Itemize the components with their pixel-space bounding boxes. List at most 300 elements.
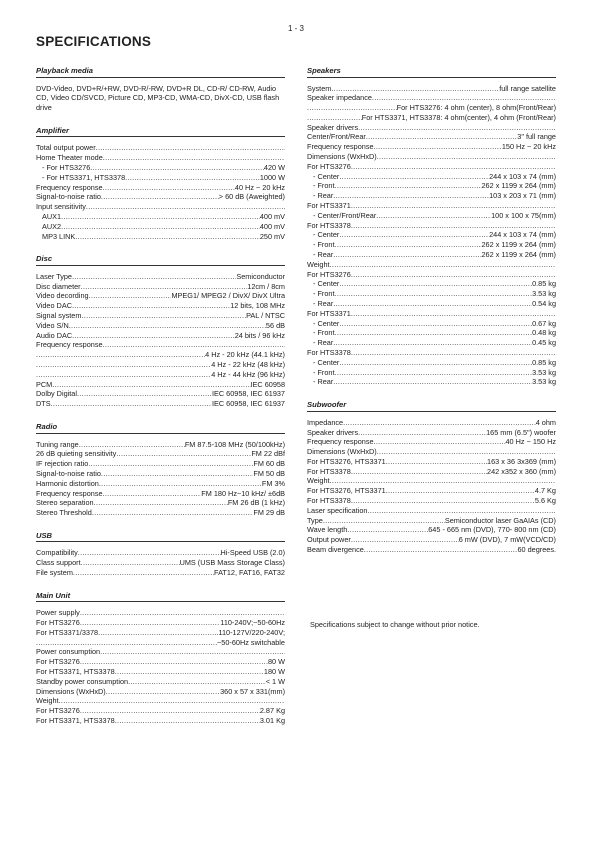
- spec-value: 0.54 kg: [532, 299, 556, 309]
- dot-leader: [116, 449, 251, 459]
- spec-value: PAL / NTSC: [246, 311, 285, 321]
- spec-row: [36, 706, 285, 716]
- section-usb: [36, 531, 285, 578]
- spec-row: [307, 162, 556, 172]
- spec-row: [307, 309, 556, 319]
- spec-label: Video S/N: [36, 320, 69, 330]
- dot-leader: [358, 123, 556, 133]
- dot-leader: [343, 418, 536, 428]
- spec-label: 26 dB quieting sensitivity: [36, 449, 117, 459]
- spec-label: Weight: [307, 259, 330, 269]
- spec-label: Video decording: [36, 291, 89, 301]
- spec-label: Output power: [307, 535, 351, 545]
- spec-row: [36, 163, 285, 173]
- dot-leader: [339, 319, 532, 329]
- spec-value: 12cm / 8cm: [247, 281, 285, 291]
- spec-label: PCM: [36, 379, 53, 389]
- dot-leader: [347, 525, 428, 535]
- spec-label: For HTS3276: [307, 269, 351, 279]
- spec-value: FM 26 dB (1 kHz): [227, 498, 285, 508]
- spec-row: [36, 202, 285, 212]
- spec-row: [307, 486, 556, 496]
- spec-row: [36, 311, 285, 321]
- dot-leader: [36, 638, 217, 648]
- spec-row: [36, 370, 285, 380]
- spec-row: [36, 489, 285, 499]
- spec-label: Compatibility: [36, 548, 78, 558]
- spec-label: Disc diameter: [36, 281, 81, 291]
- spec-label: Home Theater mode: [36, 153, 103, 163]
- left-column: [36, 66, 285, 739]
- spec-row: [36, 618, 285, 628]
- spec-row: [36, 222, 285, 232]
- spec-row: [307, 181, 556, 191]
- spec-value: 262 x 1199 x 264 (mm): [481, 181, 556, 191]
- spec-value: 6 mW (DVD), 7 mW(VCD/CD): [458, 535, 556, 545]
- dot-leader: [376, 211, 491, 221]
- spec-value: FAT12, FAT16, FAT32: [214, 567, 285, 577]
- section-amplifier: [36, 126, 285, 241]
- dot-leader: [81, 282, 248, 292]
- spec-row: [36, 558, 285, 568]
- spec-label: Frequency response: [307, 142, 374, 152]
- spec-row: [36, 212, 285, 222]
- spec-value: For HTS3276: 4 ohm (center), 8 ohm(Front/Rear): [396, 103, 556, 113]
- spec-row: [36, 380, 285, 390]
- dot-leader: [77, 389, 212, 399]
- section-heading: Amplifier: [36, 126, 285, 138]
- dot-leader: [101, 192, 219, 202]
- dot-leader: [36, 370, 211, 380]
- spec-label: Power supply: [36, 608, 80, 618]
- spec-row: [36, 272, 285, 282]
- spec-label: For HTS3378: [307, 496, 351, 506]
- spec-row: [36, 173, 285, 183]
- spec-row: [36, 508, 285, 518]
- spec-row: [307, 476, 556, 486]
- dot-leader: [106, 687, 220, 697]
- dot-leader: [386, 457, 487, 467]
- spec-value: 100 x 100 x 75(mm): [491, 210, 556, 220]
- spec-label: Center/Front/Rear: [307, 132, 366, 142]
- spec-value: 110-240V;~50-60Hz: [220, 618, 285, 628]
- spec-row: [36, 647, 285, 657]
- section-heading: Subwoofer: [307, 400, 556, 412]
- spec-label: Dolby Digital: [36, 389, 77, 399]
- spec-row: [36, 479, 285, 489]
- dot-leader: [61, 222, 260, 232]
- spec-label: Speaker drivers: [307, 122, 359, 132]
- spec-label: - Center: [313, 230, 340, 240]
- dot-leader: [377, 152, 556, 162]
- dot-leader: [333, 377, 532, 387]
- dot-leader: [374, 142, 502, 152]
- spec-label: Laser Type: [36, 271, 72, 281]
- spec-label: For HTS3371, HTS3378: [36, 667, 115, 677]
- spec-label: For HTS3276, HTS3371: [307, 456, 386, 466]
- dot-leader: [351, 348, 556, 358]
- spec-row: [307, 457, 556, 467]
- spec-value: 24 bits / 96 kHz: [234, 330, 285, 340]
- section-heading: Speakers: [307, 66, 556, 78]
- spec-value: 165 mm (6.5") woofer: [486, 427, 556, 437]
- spec-label: AUX1: [42, 211, 62, 221]
- dot-leader: [339, 279, 532, 289]
- spec-row: [36, 548, 285, 558]
- spec-value: 163 x 36 3x369 (mm): [487, 456, 556, 466]
- spec-row: [307, 368, 556, 378]
- spec-value: IEC 60958, IEC 61937: [211, 399, 285, 409]
- dot-leader: [86, 202, 285, 212]
- spec-row: [307, 132, 556, 142]
- spec-row: [36, 143, 285, 153]
- spec-value: 3.53 kg: [532, 289, 556, 299]
- dot-leader: [103, 489, 202, 499]
- spec-label: Harmonic distortion: [36, 478, 99, 488]
- dot-leader: [72, 331, 235, 341]
- dot-leader: [333, 338, 532, 348]
- spec-row: [307, 240, 556, 250]
- dot-leader: [128, 677, 266, 687]
- spec-label: For HTS3378: [307, 466, 351, 476]
- dot-leader: [323, 516, 445, 526]
- spec-value: 4 Hz - 20 kHz (44.1 kHz): [205, 350, 285, 360]
- spec-label: Stereo separation: [36, 498, 94, 508]
- spec-label: Frequency response: [307, 437, 374, 447]
- spec-label: Weight: [36, 696, 59, 706]
- spec-label: For HTS3276: [307, 161, 351, 171]
- dot-leader: [80, 657, 268, 667]
- dot-leader: [366, 132, 517, 142]
- dot-leader: [52, 380, 250, 390]
- spec-label: - Rear: [313, 338, 334, 348]
- spec-row: [36, 399, 285, 409]
- spec-label: Laser specification: [307, 505, 368, 515]
- spec-row: [307, 93, 556, 103]
- spec-value: 110-127V/220-240V;: [218, 627, 285, 637]
- dot-leader: [335, 289, 533, 299]
- spec-value: 180 W: [263, 667, 285, 677]
- spec-value: 360 x 57 x 331(mm): [220, 686, 285, 696]
- spec-row: [36, 282, 285, 292]
- spec-value: MPEG1/ MPEG2 / DivX/ DivX Ultra: [171, 291, 285, 301]
- dot-leader: [333, 250, 481, 260]
- spec-row: [36, 628, 285, 638]
- dot-leader: [115, 667, 264, 677]
- dot-leader: [94, 498, 228, 508]
- dot-leader: [81, 311, 246, 321]
- spec-row: [36, 449, 285, 459]
- spec-value: 4 ohm: [535, 417, 556, 427]
- spec-row: [307, 506, 556, 516]
- spec-row: [36, 440, 285, 450]
- spec-row: [307, 289, 556, 299]
- dot-leader: [79, 440, 185, 450]
- spec-row: [36, 301, 285, 311]
- spec-value: 3.53 kg: [532, 367, 556, 377]
- section-main-unit: [36, 591, 285, 726]
- dot-leader: [330, 260, 556, 270]
- playback-media-text: DVD-Video, DVD+R/+RW, DVD-R/-RW, DVD+R DL, CD-R/ CD-RW, Audio CD, Video CD/SVCD, Picture CD, MP3-CD, WMA-CD, DivX-CD, USB flash drive: [36, 83, 280, 113]
- spec-label: DTS: [36, 399, 51, 409]
- spec-label: For HTS3276: [36, 618, 80, 628]
- dot-leader: [100, 647, 285, 657]
- spec-label: Wave length: [307, 525, 348, 535]
- spec-label: Dimensions (WxHxD): [36, 686, 106, 696]
- dot-leader: [51, 399, 212, 409]
- dot-leader: [351, 221, 556, 231]
- spec-label: Frequency response: [36, 488, 103, 498]
- spec-label: For HTS3371: [307, 308, 351, 318]
- spec-label: File system: [36, 567, 73, 577]
- spec-row: [307, 279, 556, 289]
- page-title: SPECIFICATIONS: [36, 34, 152, 49]
- spec-row: [307, 270, 556, 280]
- spec-value: 400 mV: [259, 221, 285, 231]
- spec-row: [36, 696, 285, 706]
- spec-label: - Front: [313, 367, 335, 377]
- spec-label: IF rejection ratio: [36, 459, 89, 469]
- dot-leader: [333, 299, 532, 309]
- spec-value: 5.6 Kg: [534, 496, 556, 506]
- spec-label: For HTS3371, HTS3378: [36, 716, 115, 726]
- spec-value: 1000 W: [259, 172, 285, 182]
- spec-value: 4 Hz - 22 kHz (48 kHz): [211, 360, 285, 370]
- section-heading: Playback media: [36, 66, 285, 78]
- spec-label: Class support: [36, 558, 81, 568]
- spec-row: [307, 221, 556, 231]
- dot-leader: [364, 545, 518, 555]
- spec-row: [36, 192, 285, 202]
- section-heading: USB: [36, 531, 285, 543]
- spec-value: 80 W: [267, 657, 285, 667]
- spec-value: 420 W: [263, 162, 285, 172]
- spec-label: For HTS3276: [36, 657, 80, 667]
- spec-row: [307, 103, 556, 113]
- dot-leader: [331, 84, 499, 94]
- dot-leader: [351, 309, 556, 319]
- dot-leader: [339, 230, 489, 240]
- dot-leader: [358, 428, 486, 438]
- dot-leader: [101, 469, 253, 479]
- spec-label: Stereo Threshold: [36, 508, 92, 518]
- dot-leader: [351, 201, 556, 211]
- dot-leader: [351, 496, 535, 506]
- dot-leader: [386, 486, 535, 496]
- spec-label: - Center: [313, 279, 340, 289]
- spec-value: IEC 60958: [250, 379, 285, 389]
- spec-row: [307, 525, 556, 535]
- spec-row: [36, 716, 285, 726]
- spec-value: 4.7 Kg: [534, 486, 556, 496]
- spec-value: ~50-60Hz switchable: [217, 637, 285, 647]
- spec-label: Type: [307, 515, 323, 525]
- spec-row: [307, 467, 556, 477]
- spec-value: 3.01 Kg: [259, 716, 285, 726]
- dot-leader: [81, 558, 180, 568]
- spec-value: 244 x 103 x 74 (mm): [489, 171, 556, 181]
- spec-row: [307, 428, 556, 438]
- spec-label: Signal-to-noise ratio: [36, 468, 101, 478]
- dot-leader: [351, 162, 556, 172]
- dot-leader: [103, 153, 285, 163]
- spec-value: 40 Hz ~ 150 Hz: [505, 437, 556, 447]
- section-radio: [36, 422, 285, 518]
- spec-label: - Front: [313, 289, 335, 299]
- spec-row: [307, 447, 556, 457]
- spec-label: - Center/Front/Rear: [313, 210, 377, 220]
- spec-row: [36, 350, 285, 360]
- spec-label: Speaker impedance: [307, 93, 372, 103]
- spec-row: [307, 535, 556, 545]
- spec-label: For HTS3378: [307, 348, 351, 358]
- disclaimer-note: Specifications subject to change without prior notice.: [310, 620, 480, 629]
- spec-row: [307, 545, 556, 555]
- right-column: [307, 66, 556, 568]
- spec-row: [36, 183, 285, 193]
- spec-label: For HTS3371/3378: [36, 627, 99, 637]
- page-number: 1 - 3: [288, 24, 305, 33]
- section-disc: [36, 254, 285, 409]
- spec-label: Total output power: [36, 143, 96, 153]
- dot-leader: [367, 506, 556, 516]
- spec-row: [307, 328, 556, 338]
- spec-row: [307, 113, 556, 123]
- spec-label: Signal system: [36, 311, 82, 321]
- spec-label: For HTS3378: [307, 220, 351, 230]
- spec-label: Tuning range: [36, 439, 79, 449]
- spec-label: - Center: [313, 171, 340, 181]
- spec-value: FM 29 dB: [253, 508, 285, 518]
- spec-label: - Front: [313, 181, 335, 191]
- spec-row: [36, 568, 285, 578]
- spec-row: [36, 657, 285, 667]
- dot-leader: [335, 328, 533, 338]
- spec-label: Dimensions (WxHxD): [307, 447, 377, 457]
- spec-row: [36, 498, 285, 508]
- dot-leader: [59, 696, 285, 706]
- spec-label: Weight: [307, 476, 330, 486]
- spec-label: - Center: [313, 318, 340, 328]
- dot-leader: [73, 568, 214, 578]
- section-subwoofer: [307, 400, 556, 555]
- spec-row: [36, 153, 285, 163]
- dot-leader: [96, 143, 285, 153]
- spec-label: Dimensions (WxHxD): [307, 152, 377, 162]
- dot-leader: [333, 191, 489, 201]
- spec-label: - For HTS3371, HTS3378: [42, 172, 126, 182]
- spec-value: 12 bits, 108 MHz: [230, 301, 285, 311]
- dot-leader: [351, 535, 459, 545]
- spec-row: [307, 516, 556, 526]
- spec-value: 60 degrees.: [517, 545, 556, 555]
- spec-row: [307, 211, 556, 221]
- spec-row: [307, 338, 556, 348]
- spec-label: Standby power consumption: [36, 676, 129, 686]
- spec-value: FM 50 dB: [253, 468, 285, 478]
- spec-row: [36, 677, 285, 687]
- spec-row: [36, 340, 285, 350]
- spec-value: < 1 W: [265, 676, 285, 686]
- dot-leader: [351, 467, 487, 477]
- section-playback-media: [36, 66, 285, 113]
- spec-row: [36, 608, 285, 618]
- dot-leader: [377, 447, 556, 457]
- spec-row: [307, 496, 556, 506]
- spec-value: 262 x 1199 x 264 (mm): [481, 250, 556, 260]
- spec-label: - For HTS3276: [42, 162, 91, 172]
- spec-row: [36, 291, 285, 301]
- spec-row: [307, 260, 556, 270]
- spec-value: 3.53 kg: [532, 377, 556, 387]
- dot-leader: [372, 93, 556, 103]
- spec-value: 0.48 kg: [532, 328, 556, 338]
- spec-value: 40 Hz ~ 20 kHz: [234, 182, 285, 192]
- spec-label: AUX2: [42, 221, 62, 231]
- section-speakers: [307, 66, 556, 387]
- dot-leader: [80, 608, 285, 618]
- spec-row: [307, 84, 556, 94]
- dot-leader: [75, 232, 260, 242]
- spec-value: Semiconductor: [236, 271, 285, 281]
- spec-label: - Rear: [313, 377, 334, 387]
- section-heading: Radio: [36, 422, 285, 434]
- spec-value: 103 x 203 x 71 (mm): [489, 191, 556, 201]
- spec-label: Audio DAC: [36, 330, 73, 340]
- dot-leader: [78, 548, 221, 558]
- dot-leader: [339, 172, 489, 182]
- spec-value: UMS (USB Mass Storage Class): [179, 558, 285, 568]
- spec-label: - Front: [313, 328, 335, 338]
- spec-label: For HTS3371: [307, 201, 351, 211]
- section-heading: Main Unit: [36, 591, 285, 603]
- spec-value: 150 Hz ~ 20 kHz: [501, 142, 556, 152]
- spec-label: For HTS3276, HTS3371: [307, 486, 386, 496]
- spec-row: [307, 201, 556, 211]
- spec-value: FM 60 dB: [253, 459, 285, 469]
- section-heading: Disc: [36, 254, 285, 266]
- dot-leader: [89, 291, 172, 301]
- spec-row: [307, 230, 556, 240]
- spec-label: Beam divergence: [307, 545, 364, 555]
- spec-value: 244 x 103 x 74 (mm): [489, 230, 556, 240]
- spec-label: - Rear: [313, 250, 334, 260]
- dot-leader: [80, 618, 220, 628]
- spec-label: For HTS3276: [36, 706, 80, 716]
- spec-value: 3" full range: [517, 132, 556, 142]
- spec-row: [307, 437, 556, 447]
- spec-row: [36, 687, 285, 697]
- spec-value: FM 22 dBf: [251, 449, 285, 459]
- dot-leader: [92, 508, 254, 518]
- spec-label: System: [307, 83, 332, 93]
- spec-label: Power consumption: [36, 647, 101, 657]
- dot-leader: [80, 706, 260, 716]
- spec-row: [36, 360, 285, 370]
- spec-row: [36, 667, 285, 677]
- dot-leader: [103, 340, 285, 350]
- spec-row: [307, 172, 556, 182]
- dot-leader: [69, 321, 266, 331]
- spec-value: Semiconductor laser GaAIAs (CD): [444, 515, 556, 525]
- spec-value: 262 x 1199 x 264 (mm): [481, 240, 556, 250]
- spec-row: [307, 348, 556, 358]
- dot-leader: [36, 360, 211, 370]
- dot-leader: [335, 368, 533, 378]
- dot-leader: [335, 240, 482, 250]
- spec-label: - Center: [313, 357, 340, 367]
- spec-label: Video DAC: [36, 301, 72, 311]
